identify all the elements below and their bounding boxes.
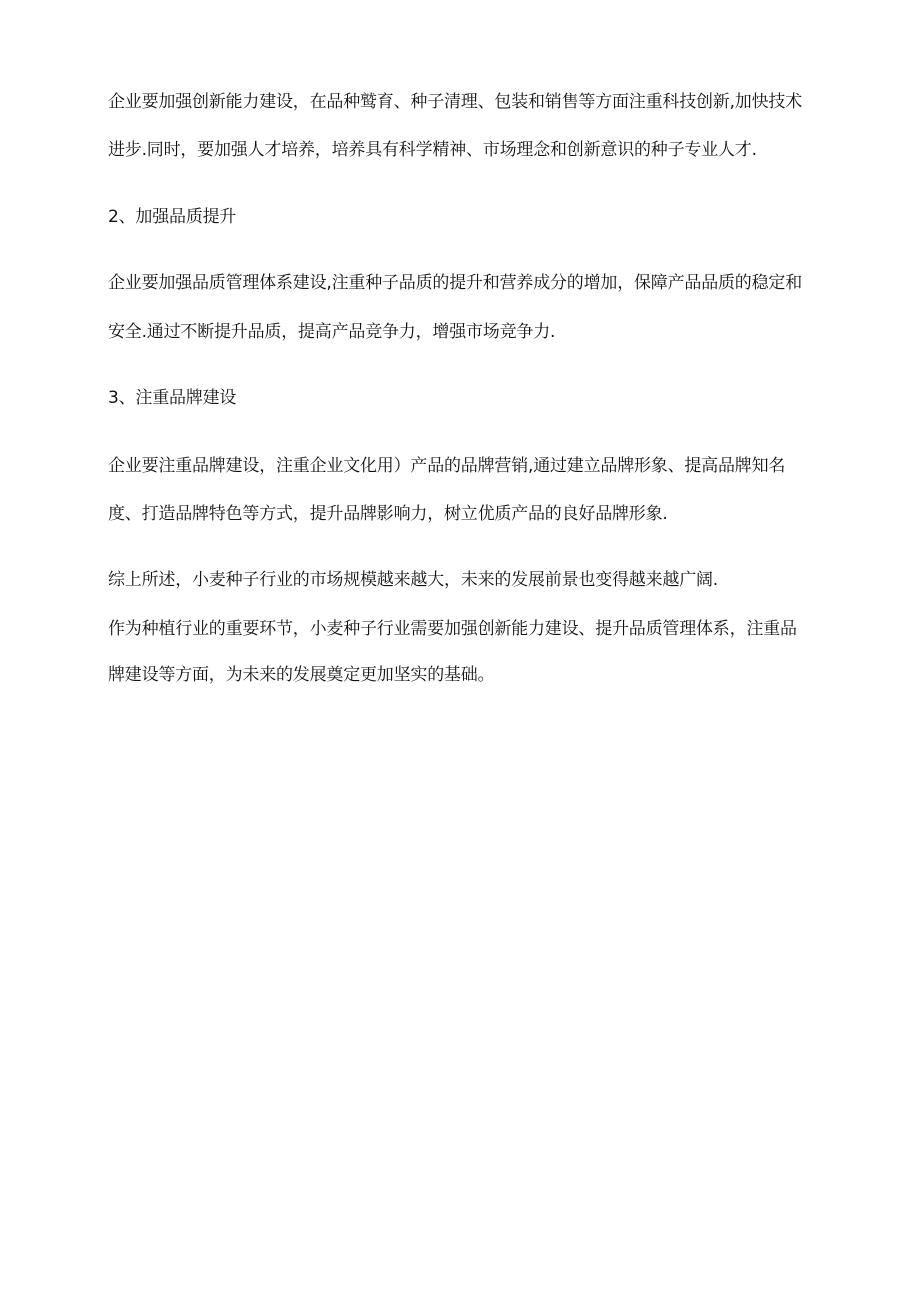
summary-line-1: 综上所述，小麦种子行业的市场规模越来越大，未来的发展前景也变得越来越广阔. [108,570,719,590]
section-heading-3: 3、注重品牌建设 [108,388,237,408]
summary-line-3: 牌建设等方面，为未来的发展奠定更加坚实的基础。 [108,665,495,685]
paragraph-3-line-1: 企业要注重品牌建设，注重企业文化用）产品的品牌营销,通过建立品牌形象、提高品牌知名 [108,456,786,476]
paragraph-1-line-2: 进步.同时，要加强人才培养，培养具有科学精神、市场理念和创新意识的种子专业人才. [108,140,757,160]
summary-line-2: 作为种植行业的重要环节，小麦种子行业需要加强创新能力建设、提升品质管理体系，注重品 [108,619,797,639]
paragraph-2-line-1: 企业要加强品质管理体系建设,注重种子品质的提升和营养成分的增加，保障产品品质的稳定和 [108,273,803,293]
paragraph-1-line-1: 企业要加强创新能力建设，在品种鹫育、种子清理、包装和销售等方面注重科技创新,加快技术 [108,92,803,112]
section-heading-2: 2、加强品质提升 [108,207,237,227]
paragraph-3-line-2: 度、打造品牌特色等方式，提升品牌影响力，树立优质产品的良好品牌形象. [108,504,668,524]
paragraph-2-line-2: 安全.通过不断提升品质，提高产品竞争力，增强市场竞争力. [108,322,556,342]
